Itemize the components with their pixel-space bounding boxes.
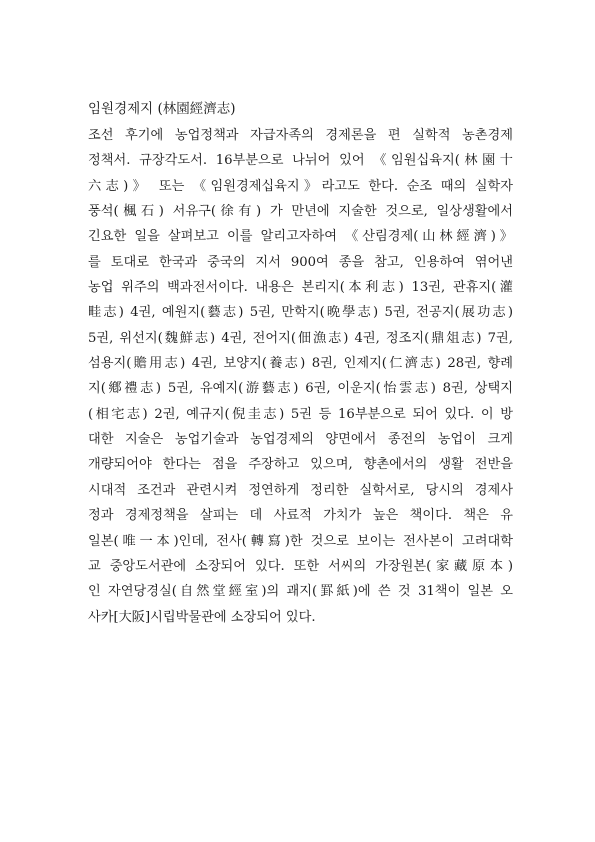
body-line: 정과 경제정책을 살피는 데 사료적 가치가 높은 책이다. 책은 유 [88, 508, 513, 524]
body-line: 일본(唯一本)인데, 전사(轉寫)한 것으로 보이는 전사본이 고려대학 [88, 533, 513, 549]
body-line: 농업 위주의 백과전서이다. 내용은 본리지(本利志) 13권, 관휴지(灌 [88, 280, 513, 296]
body-line: 5권, 위선지(魏鮮志) 4권, 전어지(佃漁志) 4권, 정조지(鼎俎志) 7권, [88, 330, 513, 346]
document-body [88, 123, 513, 630]
body-line: 를 토대로 한국과 중국의 지서 900여 종을 참고, 인용하여 엮어낸 [88, 254, 513, 270]
body-line: (相宅志) 2권, 예규지(倪圭志) 5권 등 16부분으로 되어 있다. 이 방 [88, 406, 513, 422]
body-line: 지(鄕禮志) 5권, 유예지(游藝志) 6권, 이운지(怡雲志) 8권, 상택지 [88, 381, 513, 397]
body-line: 개량되어야 한다는 점을 주장하고 있으며, 향촌에서의 생활 전반을 [88, 457, 513, 473]
body-line: 교 중앙도서관에 소장되어 있다. 또한 서씨의 가장원본(家藏原本) [88, 558, 513, 574]
body-line: 긴요한 일을 살펴보고 이를 알리고자하여 《산림경제(山林經濟)》 [88, 229, 513, 245]
body-line: 사카[大阪]시립박물관에 소장되어 있다. [88, 609, 316, 625]
body-line: 풍석(楓石) 서유구(徐有) 가 만년에 지술한 것으로, 일상생활에서 [88, 204, 513, 220]
document-title: 임원경제지 (林園經濟志) [88, 101, 236, 117]
body-line: 시대적 조건과 관련시켜 정연하게 정리한 실학서로, 당시의 경제사 [88, 482, 513, 498]
body-line: 조선 후기에 농업정책과 자급자족의 경제론을 편 실학적 농촌경제 [88, 128, 513, 143]
body-line: 정책서. 규장각도서. 16부분으로 나뉘어 있어 《임원십육지(林園十 [88, 153, 513, 169]
body-line: 畦志) 4권, 예원지(藝志) 5권, 만학지(晩學志) 5권, 전공지(展功志) [88, 305, 513, 321]
body-line: 대한 지술은 농업기술과 농업경제의 양면에서 종전의 농업이 크게 [88, 432, 513, 448]
body-line: 인 자연당경실(自然堂經室)의 괘지(罫紙)에 쓴 것 31책이 일본 오 [88, 584, 513, 600]
body-line: 六志)》 또는 《임원경제십육지》라고도 한다. 순조 때의 실학자 [88, 178, 513, 194]
body-line: 섬용지(贍用志) 4권, 보양지(養志) 8권, 인제지(仁濟志) 28권, 향례 [88, 356, 513, 372]
